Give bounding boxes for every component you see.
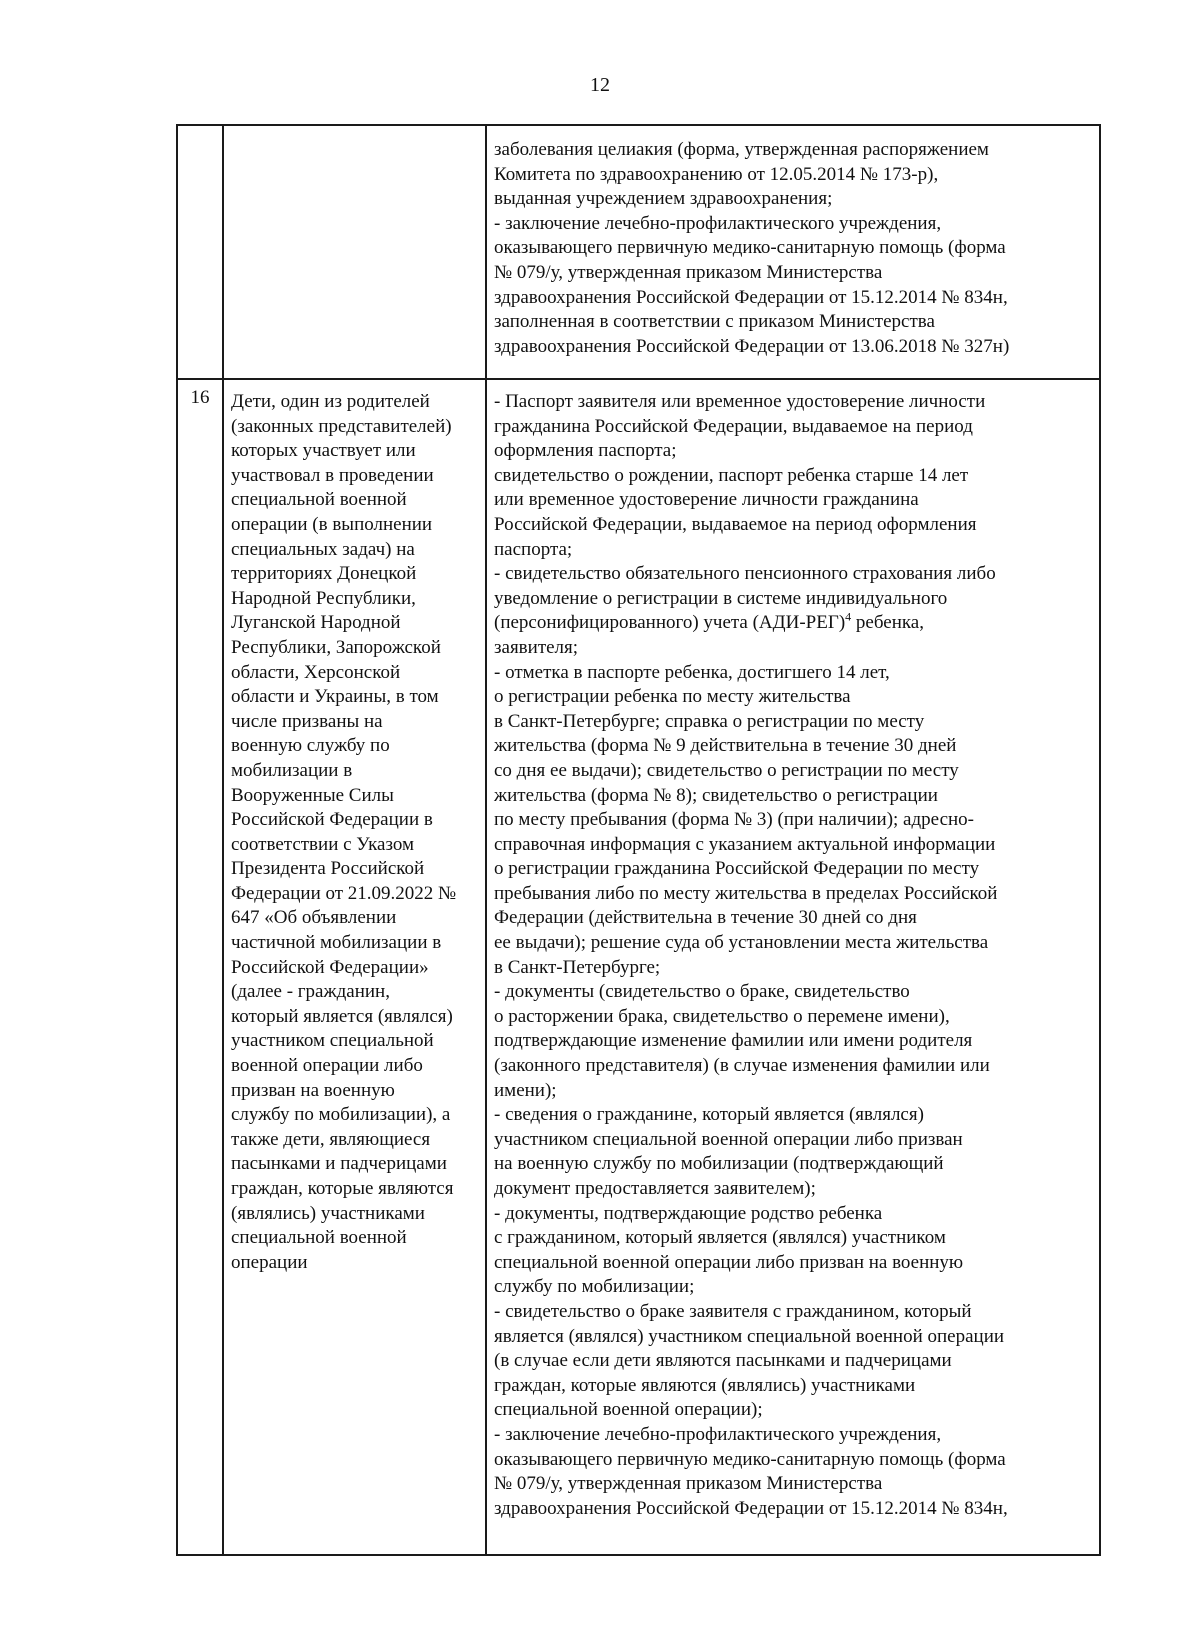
documents-cell [486,379,1100,1555]
document-line: справочная информация с указанием актуальной информации [494,833,996,855]
document-line: о регистрации ребенка по месту жительства [494,686,851,708]
document-line: - документы (свидетельство о браке, свидетельство [494,981,910,1003]
document-line: Комитета по здравоохранению от 12.05.2014 № 173-р), [494,163,939,185]
category-cell [223,379,486,1555]
category-line: Республики, Запорожской [231,636,441,658]
table-row-continuation [177,125,1100,379]
category-line: участником специальной [231,1030,434,1052]
category-line: числе призваны на [231,710,383,732]
category-line: операции [231,1251,308,1273]
document-line: Российской Федерации, выдаваемое на период оформления [494,513,977,535]
documents-cell [486,125,1100,379]
category-line: (далее - гражданин, [231,981,390,1003]
document-line: ее выдачи); решение суда об установлении места жительства [494,932,989,954]
category-line: (являлись) участниками [231,1202,425,1224]
category-line: специальной военной [231,489,407,511]
document-line: - документы, подтверждающие родство ребенка [494,1202,883,1224]
category-line: призван на военную [231,1079,395,1101]
category-line: военную службу по [231,735,390,757]
category-line: граждан, которые являются [231,1178,454,1199]
document-line: участником специальной военной операции либо призван [494,1128,963,1150]
category-line: Федерации от 21.09.2022 № [231,882,457,904]
document-line: здравоохранения Российской Федерации от 13.06.2018 № 327н) [494,335,1010,357]
document-line: пребывания либо по месту жительства в пределах Российской [494,882,998,904]
document-line: гражданина Российской Федерации, выдаваемое на период [494,415,973,437]
category-cell [223,125,486,379]
document-line: на военную службу по мобилизации (подтверждающий [494,1153,944,1175]
document-line: подтверждающие изменение фамилии или имени родителя [494,1030,973,1052]
document-line: граждан, которые являются (являлись) участниками [494,1374,916,1396]
category-line: Луганской Народной [231,612,401,634]
document-line: о регистрации гражданина Российской Федерации по месту [494,858,980,880]
document-line: уведомление о регистрации в системе индивидуального [494,587,948,609]
document-line: здравоохранения Российской Федерации от 15.12.2014 № 834н, [494,1497,1008,1519]
document-line: о расторжении брака, свидетельство о перемене имени), [494,1005,950,1027]
category-line: Российской Федерации» [231,956,429,978]
document-line: специальной военной операции либо призван на военную [494,1251,964,1273]
row-number-cell: 16 [177,379,223,1555]
category-line: специальных задач) на [231,538,415,560]
category-line: службу по мобилизации), а [231,1104,451,1126]
category-line: области, Херсонской [231,661,401,683]
document-line: - свидетельство обязательного пенсионного страхования либо [494,563,996,585]
document-line: по месту пребывания (форма № 3) (при наличии); адресно- [494,809,974,831]
category-line: которых участвует или [231,440,416,462]
page-number: 12 [590,74,610,96]
document-line: заболевания целиакия (форма, утвержденная распоряжением [494,139,989,160]
category-line: Дети, один из родителей [231,391,430,412]
category-line: (законных представителей) [231,415,452,437]
document-line: в Санкт-Петербурге; [494,956,661,978]
category-line: военной операции либо [231,1055,423,1077]
document-line: в Санкт-Петербурге; справка о регистрации по месту [494,710,925,732]
document-line: оказывающего первичную медико-санитарную помощь (форма [494,237,1006,259]
category-line: Президента Российской [231,858,425,880]
document-line: свидетельство о рождении, паспорт ребенка старше 14 лет [494,464,969,486]
category-line: Российской Федерации в [231,809,433,831]
document-line: - Паспорт заявителя или временное удостоверение личности [494,391,986,412]
document-line: документ предоставляется заявителем); [494,1178,816,1199]
document-line: специальной военной операции); [494,1399,763,1421]
category-line: пасынками и падчерицами [231,1153,447,1175]
document-line: жительства (форма № 8); свидетельство о регистрации [494,784,938,806]
document-line: службу по мобилизации; [494,1276,695,1298]
document-line: (персонифицированного) учета $(АДИ-РЕГ)^4$ ребенка, [494,610,924,634]
document-line: - свидетельство о браке заявителя с гражданином, который [494,1300,972,1322]
document-line: оформления паспорта; [494,440,677,462]
document-line: здравоохранения Российской Федерации от 15.12.2014 № 834н, [494,286,1008,308]
document-line: - сведения о гражданине, который является (являлся) [494,1104,924,1126]
category-line: Народной Республики, [231,587,416,609]
document-line: имени); [494,1079,557,1101]
document-line: выданная учреждением здравоохранения; [494,188,833,210]
document-line: является (являлся) участником специальной военной операции [494,1325,1005,1347]
document-line: жительства (форма № 9 действительна в течение 30 дней [494,735,957,757]
table-row-16 [177,379,1100,1555]
document-line: (в случае если дети являются пасынками и падчерицами [494,1350,952,1372]
row-number-cell [177,125,223,379]
document-line: № 079/у, утвержденная приказом Министерства [494,261,883,283]
document-line: - отметка в паспорте ребенка, достигшего 14 лет, [494,661,890,683]
document-line: заполненная в соответствии с приказом Министерства [494,311,935,333]
category-line: мобилизации в [231,759,353,781]
category-line: также дети, являющиеся [231,1128,431,1150]
document-line: оказывающего первичную медико-санитарную помощь (форма [494,1448,1006,1470]
document-line: Федерации (действительна в течение 30 дней со дня [494,907,917,929]
document-line: заявителя; [494,636,579,658]
document-line: со дня ее выдачи); свидетельство о регистрации по месту [494,759,959,781]
category-line: территориях Донецкой [231,563,417,585]
category-line: который является (являлся) [231,1005,453,1027]
category-line: Вооруженные Силы [231,784,394,806]
documents-table [176,124,1101,1556]
category-line: 647 «Об объявлении [231,907,397,929]
document-line: с гражданином, который является (являлся) участником [494,1227,946,1249]
document-line: - заключение лечебно-профилактического учреждения, [494,212,942,234]
document-line: № 079/у, утвержденная приказом Министерства [494,1473,883,1495]
category-line: области и Украины, в том [231,686,439,708]
category-line: частичной мобилизации в [231,932,442,954]
document-line: - заключение лечебно-профилактического учреждения, [494,1423,942,1445]
category-line: специальной военной [231,1227,407,1249]
footnote-marker: 4 [845,610,852,625]
category-line: операции (в выполнении [231,513,433,535]
category-line: участвовал в проведении [231,464,434,486]
category-line: соответствии с Указом [231,833,415,855]
document-line: или временное удостоверение личности гражданина [494,489,919,511]
document-line: паспорта; [494,538,573,560]
document-line: (законного представителя) (в случае изменения фамилии или [494,1055,990,1077]
